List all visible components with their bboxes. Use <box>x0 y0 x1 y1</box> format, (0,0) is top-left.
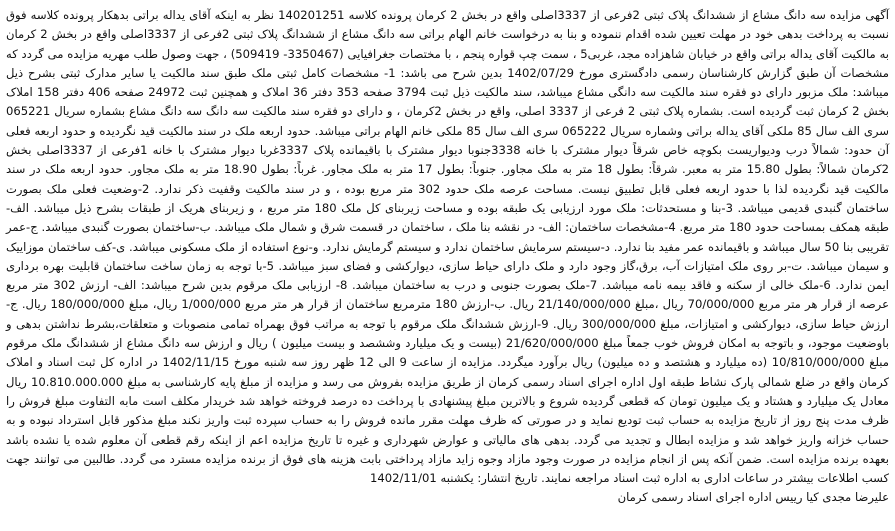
notice-signature: علیرضا مجدی کیا رییس اداره اجرای اسناد رسمی کرمان <box>617 490 889 505</box>
notice-body-text: آگهی مزایده سه دانگ مشاع از ششدانگ پلاک ثبتی 2فرعی از 3337اصلی واقع در بخش 2 کرمان پرونده کلاسه 140201251 نظر به اینکه آقای یداله براتی بدهکار پرونده کلاسه فوق نسبت به پرداخت بدهی خود در مهلت تعیین شده اقدام ننموده و بنا به درخواست خانم الهام براتی سه دانگ مشاع از ششدانگ پلاک ثبتی 2فرعی از 3337اصلی واقع در بخش 2 کرمان به مالکیت آقای یداله براتی واقع در خیابان شاهزاده مجد، غربی5 ، سمت چپ قواره پنجم ، با مختصات جغرافیایی (3350467- 509419) ، جهت وصول طلب مهریه مزایده می گردد که مشخصات آن طبق گزارش کارشناسان رسمی دادگستری مورخ 1402/07/29 بدین شرح می باشد: 1- مشخصات کامل ثبتی ملک طبق سند مالکیت یا سایر مدارک ثبتی بشرح ذیل میباشد: ملک مزبور دارای دو فقره سند مالکیت سه دانگی مشاع میباشد، سند مالکیت ذیل ثبت 3794 صفحه 353 دفتر 36 املاک و همچنین ثبت 24972 صفحه 406 دفتر 158 املاک بخش 2 کرمان ثبت گردیده است. بشماره پلاک ثبتی 2 فرعی از 3337 اصلی، واقع در بخش 2کرمان ، و دارای دو فقره سند مالکیت سه دانگ سه دانگ مشاع بشماره سریال 065221 سری الف سال 85 ملکی آقای یداله براتی وشماره سریال 065222 سری الف سال 85 ملکی خانم الهام براتی میباشد. حدود اربعه ملک در سند مالکیت قید نگردیده و حدود اربعه فعلی آن حدود: شمالاً درب ودیواریست بکوچه خاص شرقاً دیوار مشترک با خانه 3338جنوبا دیوار مشترک با باقیمانده پلاک 3337غربا دیوار مشترک با خانه 1فرعی از 3337اصلی بخش 2کرمان شمالاً: بطول 15.80 متر به معبر. شرقاً: بطول 18 متر به ملک مجاور. جنوباً: بطول 17 متر به ملک مجاور. غرباً: بطول 18.90 متر به ملک مجاور. حدود اربعه ملک در سند مالکیت قید نگردیده لذا با حدود اربعه فعلی قابل تطبیق نیست. مساحت عرصه ملک حدود 302 متر مربع بوده ، و در سند مالکیت وقفیت ذکر ندارد. 2-وضعیت فعلی ملک بصورت ساختمان گنبدی قدیمی میباشد. 3-بنا و مستحدثات: ملک مورد ارزیابی یک طبقه بوده و مساحت زیربنای کل ملک 180 متر مربع ، و زیربنای هریک از طبقات بشرح ذیل میباشد. الف- طبقه همکف بمساحت حدود 180 متر مربع. 4-مشخصات ساختمان: الف- در نقشه بنا ملک ، ساختمان در قسمت شرق و شمال ملک میباشد. ب-ساختمان بصورت گنبدی میباشد. ج-عمر تقریبی بنا 50 سال میباشد و باقیمانده عمر مفید بنا ندارد. د-سیستم سرمایش ساختمان ندارد و سیستم گرمایش ندارد. و-نوع استفاده از ملک مسکونی میباشد. ی-کف ساختمان موزاییک و سیمان میباشد. ت-بر روی ملک امتیازات آب، برق،گاز وجود دارد و ملک دارای حیاط سازی، دیوارکشی و فضای سبز میباشد. 5-با توجه به زمان ساخت ساختمان قابلیت بهره برداری ایمن ندارد. 6-ملک خالی از سکنه و فاقد بیمه نامه میباشد. 7-ملک بصورت جنوبی و درب به ساختمان میباشد. 8- ارزیابی ملک مرقوم بدین شرح میباشد: الف- ارزش 302 متر مربع عرصه از قرار هر متر مربع 70/000/000 ریال ،مبلغ 21/140/000/000 ریال. ب-ارزش 180 مترمربع ساختمان از قرار هر متر مربع 1/000/000 ریال، مبلغ 180/000/000 ریال. ج-ارزش حیاط سازی، دیوارکشی و امتیازات، مبلغ 300/000/000 ریال. 9-ارزش ششدانگ ملک مرقوم با توجه به مراتب فوق بهمراه تمامی منصوبات و متعلقات،بشرط نداشتن بدهی و باوضعیت موجود، و باتوجه به امکان فروش خوب جمعاً مبلغ 21/620/000/000 (بیست و یک میلیارد وششصد و بیست میلیون ) ریال و ارزش سه دانگ مشاع از ششدانگ ملک مرقوم مبلغ 10/810/000/000 (ده میلیارد و هشتصد و ده میلیون) ریال برآورد میگردد. مزایده از ساعت 9 الی 12 ظهر روز سه شنبه مورخ 1402/11/15 در اداره کل ثبت اسناد و املاک کرمان واقع در ضلع شمالی پارک نشاط طبقه اول اداره اجرای اسناد رسمی کرمان از طریق مزایده بفروش می رسد و مزایده از مبلغ پایه کارشناسی به مبلغ 10.810.000.000 ریال معادل یک میلیارد و هشتاد و یک میلیون تومان که قطعی گردیده شروع و بالاترین مبلغ پیشنهادی با پرداخت ده درصد فروخته خواهد شد خریدار مکلف است مابه التفاوت مبلغ فروش را ظرف مدت پنج روز از تاریخ مزایده به حساب ثبت تودیع نماید و در صورتی که ظرف مهلت مقرر مانده فروش را به حساب سپرده ثبت واریز نکند مبلغ مذکور قابل استرداد نبوده و به حساب خزانه واریز خواهد شد و مزایده ابطال و تجدید می گردد. بدهی های مالیاتی و عوارض شهرداری و غیره تا تاریخ مزایده اعم از اینکه رقم قطعی آن معلوم شده یا نشده باشد بعهده برنده مزایده است. ضمن آنکه پس از انجام مزایده در صورت وجود مازاد وجوه زاید مازاد پرداختی بابت هزینه های فوق از برنده مزایده مسترد می گردد. طالبین می توانند جهت کسب اطلاعات بیشتر در ساعات اداری به اداره ثبت اسناد مراجعه نمایند. تاریخ انتشار: یکشنبه 1402/11/01 <box>6 8 890 486</box>
